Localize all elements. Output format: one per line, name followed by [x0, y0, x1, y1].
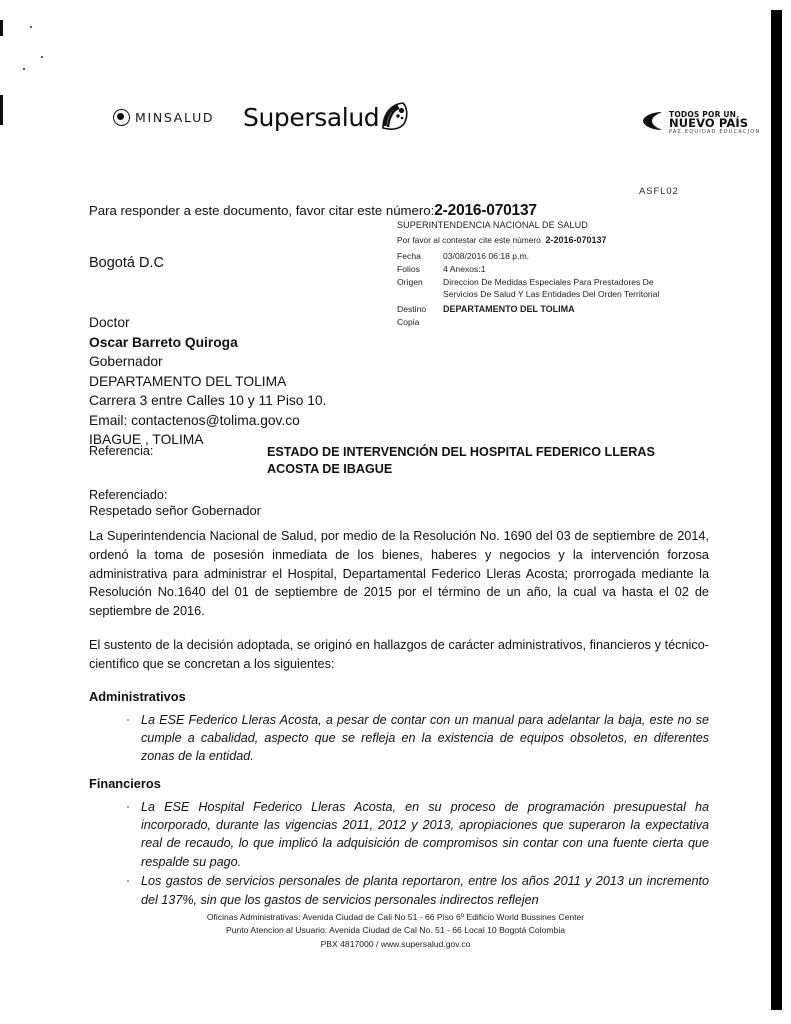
- stamp-value-folios: 4 Anexos:1: [443, 264, 486, 275]
- scan-edge-artifact-left-top: [0, 20, 3, 36]
- minsalud-logo: [113, 109, 214, 126]
- body-paragraph-2: El sustento de la decisión adoptada, se originó en hallazgos de carácter administrativos, financieros y técnico-científico que se concretan a los siguientes:: [89, 637, 709, 671]
- stamp-value-fecha: 03/08/2016 06:18 p.m.: [443, 250, 530, 261]
- footer-line-1: Oficinas Administrativas: Avenida Ciudad de Cali No 51 - 66 Piso 6º Edificio World Bussines Center: [206, 912, 585, 922]
- cite-prefix: Para responder a este documento, favor citar este número:: [89, 203, 435, 218]
- bullet-list-administrativos: [89, 711, 709, 766]
- nuevo-pais-text: [669, 111, 760, 135]
- stamp-row-origen: [397, 276, 737, 300]
- nuevo-pais-logo: [641, 108, 760, 138]
- stamp-subtitle-text: Por favor al contestar cite este número: [397, 234, 541, 245]
- reference-value-line2: ACOSTA DE IBAGUE: [267, 461, 393, 476]
- footer-line-2: Punto Atencion al Usuario: Avenida Ciudad de Cal No. 51 - 66 Local 10 Bogotá Colombia: [225, 925, 566, 936]
- radicado-stamp: [397, 219, 737, 330]
- scan-edge-artifact-right: [771, 10, 782, 1010]
- addressee-email: Email: contactenos@tolima.gov.co: [89, 412, 300, 428]
- cite-number: 2-2016-070137: [434, 202, 537, 219]
- addressee-name: Oscar Barreto Quiroga: [89, 334, 238, 350]
- reference-block: [89, 444, 729, 477]
- list-item: La ESE Federico Lleras Acosta, a pesar de contar con un manual para adelantar la baja, este no se cumple a cabalidad, aspecto que se refleja en la existencia de equipos obsoletos, en diferentes zonas de la entidad.: [127, 711, 709, 766]
- document-code: ASFL02: [639, 186, 679, 197]
- stamp-row-fecha: [397, 250, 737, 262]
- stamp-value-origen-line1: Direccion De Medidas Especiales Para Prestadores De: [443, 277, 654, 288]
- stamp-title: SUPERINTENDENCIA NACIONAL DE SALUD: [397, 220, 588, 230]
- supersalud-logo: [243, 103, 409, 138]
- stamp-value-copia: [443, 316, 737, 328]
- nuevo-pais-bird-icon: [641, 109, 665, 138]
- stamp-row-destino: [397, 303, 737, 316]
- stamp-key-fecha: Fecha: [397, 250, 421, 261]
- supersalud-swoosh-icon: [379, 101, 409, 138]
- stamp-key-origen: Origen: [397, 277, 423, 288]
- addressee-title: Doctor: [89, 315, 130, 330]
- nuevo-pais-line2: NUEVO PAÍS: [669, 116, 749, 131]
- stamp-value-origen: [443, 276, 737, 300]
- footer-line-3: PBX 4817000 / www.supersalud.gov.co: [320, 938, 471, 949]
- scan-speck: [41, 56, 43, 58]
- stamp-key-copia: Copia: [397, 317, 420, 328]
- letterhead-logos: [0, 103, 791, 145]
- section-heading-administrativos: Administrativos: [89, 688, 186, 704]
- stamp-subtitle-number: 2-2016-070137: [545, 234, 607, 245]
- minsalud-emblem-icon: [113, 109, 130, 126]
- stamp-subtitle: [397, 234, 737, 247]
- letter-body: [89, 527, 709, 913]
- addressee-block: [89, 313, 326, 450]
- section-heading-financieros: Financieros: [89, 775, 161, 791]
- scan-speck: [23, 68, 25, 70]
- reference-row: [89, 444, 729, 477]
- page-footer: [0, 911, 791, 951]
- nuevo-pais-line3: PAZ EQUIDAD EDUCACION: [669, 129, 761, 136]
- body-paragraph-1: La Superintendencia Nacional de Salud, por medio de la Resolución No. 1690 del 03 de septiembre de 2014, ordenó la toma de posesión inmediata de los bienes, haberes y negocios y la intervención forzosa administrativa para administrar el Hospital, Departamental Federico Lleras Acosta; prorrogada mediante la Resolución No.1640 del 01 de septiembre de 2015 por el término de un año, la cual va hasta el 02 de septiembre de 2016.: [89, 529, 709, 619]
- cite-number-line: [89, 202, 537, 220]
- stamp-key-folios: Folios: [397, 264, 420, 275]
- addressee-entity: DEPARTAMENTO DEL TOLIMA: [89, 373, 287, 389]
- addressee-address: Carrera 3 entre Calles 10 y 11 Piso 10.: [89, 393, 327, 409]
- letter-city: Bogotá D.C: [89, 255, 164, 271]
- stamp-value-origen-line2: Servicios De Salud Y Las Entidades Del Orden Territorial: [443, 289, 660, 300]
- referenciado-label: Referenciado:: [89, 488, 168, 502]
- greeting-line: Respetado señor Gobernador: [89, 503, 262, 518]
- stamp-row-copia: [397, 316, 737, 328]
- list-item: La ESE Hospital Federico Lleras Acosta, en su proceso de programación presupuestal ha incorporado, durante las vigencias 2011, 2012 y 2013, apropiaciones que superaron la expectativa real de recaudo, lo que implicó la adquisición de compromisos sin contar con una fuente cierta que respalde su pago.: [127, 798, 709, 872]
- addressee-role: Gobernador: [89, 354, 163, 370]
- minsalud-label: MINSALUD: [135, 110, 215, 125]
- reference-value-line1: ESTADO DE INTERVENCIÓN DEL HOSPITAL FEDERICO LLERAS: [267, 445, 655, 459]
- bullet-list-financieros: [89, 798, 709, 909]
- stamp-value-destino: DEPARTAMENTO DEL TOLIMA: [443, 303, 575, 314]
- addressee-city-state: IBAGUE , TOLIMA: [89, 432, 204, 448]
- stamp-key-destino: Destino: [397, 303, 427, 314]
- stamp-row-folios: [397, 263, 737, 275]
- scan-speck: [30, 26, 32, 28]
- reference-value: [267, 444, 729, 477]
- supersalud-label: Supersalud: [243, 103, 380, 132]
- reference-label: Referencia:: [89, 444, 154, 458]
- nuevo-pais-line1: TODOS POR UN: [669, 109, 737, 119]
- list-item: Los gastos de servicios personales de planta reportaron, entre los años 2011 y 2013 un incremento del 137%, sin que los gastos de servicios personales indirectos reflejen: [127, 872, 709, 909]
